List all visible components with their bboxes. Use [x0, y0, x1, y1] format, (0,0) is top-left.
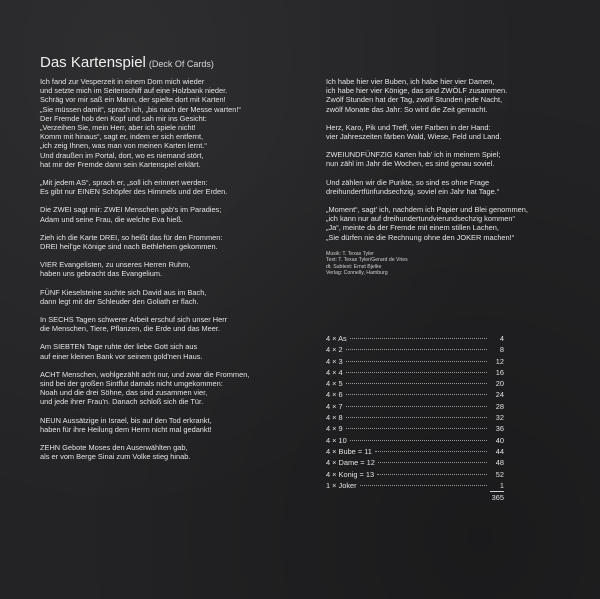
tally-row [326, 367, 504, 378]
lyric-line: und setzte mich im Seitenschiff auf eine Holzbank nieder. [40, 86, 228, 96]
tally-row [326, 469, 504, 480]
tally-row [326, 344, 504, 355]
left-stanza [40, 288, 308, 306]
tally-value: 52 [495, 469, 504, 479]
title-subtitle: (Deck Of Cards) [148, 59, 214, 69]
left-stanza [40, 77, 308, 169]
title-main: Das Kartenspiel [40, 54, 146, 71]
tally-value: 16 [495, 367, 504, 377]
tally-value: 24 [495, 390, 504, 400]
right-stanza [326, 77, 586, 114]
lyric-line: Herz, Karo, Pik und Treff, vier Farben in der Hand: [326, 122, 491, 132]
tally-value: 8 [499, 345, 504, 355]
left-stanza [40, 443, 308, 461]
dot-leader [377, 474, 487, 475]
left-stanza [40, 416, 308, 434]
tally-row [326, 389, 504, 400]
lyric-line: VIER Evangelisten, zu unseres Herren Ruhm, [40, 260, 191, 270]
lyric-line: Der Fremde hob den Kopf und sah mir ins Gesicht: [40, 113, 207, 123]
left-stanza [40, 205, 308, 223]
lyric-line: In SECHS Tagen schwerer Arbeit erschuf sich unser Herr [40, 315, 228, 325]
lyric-line: „ich kann nur auf dreihundertundvierundsechzig kommen“ [326, 214, 515, 224]
right-stanza [326, 123, 586, 141]
lyric-line: Es gibt nur EINEN Schöpfer des Himmels und der Erden. [40, 187, 228, 197]
credit-line: Text: T. Texas Tyler/Gerard de Vries [326, 257, 408, 264]
tally-value: 48 [495, 458, 504, 468]
lyric-line: als er vom Berge Sinai zum Volke stieg hinab. [40, 452, 191, 462]
tally-value: 44 [495, 446, 504, 456]
lyric-line: auf einer kleinen Bank vor seinem gold'nen Haus. [40, 351, 203, 361]
dot-leader [346, 383, 487, 384]
tally-row [326, 378, 504, 389]
left-stanza [40, 370, 308, 407]
left-stanza [40, 233, 308, 251]
lyric-line: haben für ihre Heilung dem Herrn nicht mal gedankt! [40, 424, 212, 434]
lyric-line: dreihundertfünfundsechzig, soviel ein Jahr hat Tage.“ [326, 186, 500, 196]
lyric-line: „Sie müssen damit“, sprach ich, „bis nach der Messe warten!“ [40, 104, 241, 114]
right-stanza [326, 150, 586, 168]
tally-value: 36 [495, 424, 504, 434]
tally-label: 4 × 3 [326, 356, 343, 366]
dot-leader [346, 406, 487, 407]
tally-label: 4 × 5 [326, 379, 343, 389]
credit-line: Musik: T. Texas Tyler [326, 250, 374, 257]
tally-value: 20 [495, 379, 504, 389]
lyric-line: Und zählen wir die Punkte, so sind es ohne Frage [326, 177, 490, 187]
lyric-line: FÜNF Kieselsteine suchte sich David aus im Bach, [40, 287, 207, 297]
tally-label: 4 × Dame = 12 [326, 458, 375, 468]
lyric-line: nun zähl im Jahr die Wochen, es sind genau soviel. [326, 159, 495, 169]
lyric-line: „Sie dürfen nie die Rechnung ohne den JOKER machen!“ [326, 232, 515, 242]
lyric-line: NEUN Aussätzige in Israel, bis auf den Tod erkrankt, [40, 415, 212, 425]
tally-total: 365 [491, 493, 504, 503]
tally-value: 4 [499, 334, 504, 343]
right-stanza [326, 178, 586, 196]
lyric-line: Ich fand zur Vesperzeit in einem Dom mich wieder [40, 77, 205, 86]
tally-row [326, 412, 504, 423]
tally-label: 4 × 4 [326, 367, 343, 377]
lyric-line: Ich habe hier vier Buben, ich habe hier vier Damen, [326, 77, 495, 86]
dot-leader [346, 361, 487, 362]
lyric-line: Komm mit hinaus“, sagt er, indem er sich entfernt, [40, 132, 204, 142]
dot-leader [346, 349, 487, 350]
lyric-line: Schräg vor mir saß ein Mann, der spielte dort mit Karten! [40, 95, 226, 105]
lyric-line: die Menschen, Tiere, Pflanzen, die Erde und das Meer. [40, 324, 220, 334]
lyric-line: ACHT Menschen, wohlgezählt acht nur, und zwar die Frommen, [40, 369, 250, 379]
tally-label: 1 × Joker [326, 480, 357, 490]
tally-row [326, 457, 504, 468]
tally-label: 4 × 9 [326, 424, 343, 434]
tally-row [326, 401, 504, 412]
card-points-tally [326, 333, 504, 504]
dot-leader [378, 462, 487, 463]
lyric-line: hat mir der Fremde dann sein Kartenspiel erklärt. [40, 159, 201, 169]
lyric-line: sind bei der großen Sintflut damals nicht umgekommen: [40, 379, 223, 389]
lyric-line: „ich zeig Ihnen, was man von meinen Karten lernt.“ [40, 141, 207, 151]
tally-row [326, 435, 504, 446]
lyric-line: Am SIEBTEN Tage ruhte der liebe Gott sich aus [40, 342, 198, 352]
tally-label: 4 × As [326, 334, 347, 343]
tally-label: 4 × 10 [326, 435, 347, 445]
tally-label: 4 × 7 [326, 401, 343, 411]
song-title [40, 54, 214, 71]
tally-label: 4 × 2 [326, 345, 343, 355]
dot-leader [360, 485, 487, 486]
lyric-line: „Moment“, sagt' ich, nachdem ich Papier und Blei genommen, [326, 205, 528, 215]
tally-value: 12 [495, 356, 504, 366]
lyric-line: ZWEIUNDFÜNFZIG Karten hab' ich in meinem Spiel; [326, 150, 501, 160]
tally-row [326, 423, 504, 434]
lyric-line: haben uns gebracht das Evangelium. [40, 269, 163, 279]
song-credits [326, 251, 586, 277]
lyric-line: DREI heil'ge Könige sind nach Bethlehem gekommen. [40, 242, 218, 252]
dot-leader [346, 394, 487, 395]
lyric-line: Die ZWEI sagt mir: ZWEI Menschen gab's im Paradies; [40, 205, 222, 215]
lyric-line: „Verzeihen Sie, mein Herr, aber ich spiele nicht! [40, 123, 196, 133]
tally-value: 28 [495, 401, 504, 411]
tally-row [326, 480, 504, 492]
right-stanza [326, 205, 586, 242]
dot-leader [346, 372, 487, 373]
tally-value: 32 [495, 413, 504, 423]
tally-label: 4 × Bube = 11 [326, 446, 372, 456]
lyrics-left-column [40, 77, 308, 471]
lyric-line: Noah und die drei Söhne, das sind zusammen vier, [40, 388, 208, 398]
left-stanza [40, 178, 308, 196]
lyric-line: Zieh ich die Karte DREI, so heißt das für den Frommen: [40, 232, 223, 242]
tally-label: 4 × 8 [326, 413, 343, 423]
tally-label: 4 × 6 [326, 390, 343, 400]
dot-leader [350, 440, 487, 441]
tally-value: 1 [490, 480, 504, 492]
lyric-line: „Ja“, meinte da der Fremde mit einem stillen Lachen, [326, 223, 499, 233]
credit-line: dt. Subtext: Ernst Bjelke [326, 263, 382, 270]
tally-row [326, 356, 504, 367]
lyric-line: ZEHN Gebote Moses den Auserwählten gab, [40, 443, 188, 453]
lyric-line: zwölf Monate das Jahr: So wird die Zeit gemacht. [326, 104, 488, 114]
left-stanza [40, 315, 308, 333]
lyric-line: und jede ihrer Frau'n. Danach schloß sich die Tür. [40, 397, 204, 407]
credit-line: Verlag: Connelly, Hamburg [326, 270, 388, 277]
lyric-line: ich habe hier vier Könige, das sind ZWÖLF zusammen. [326, 86, 508, 96]
left-stanza [40, 260, 308, 278]
lyric-line: dann legt mit der Schleuder den Goliath er flach. [40, 296, 199, 306]
dot-leader [350, 338, 487, 339]
lyric-line: vier Jahreszeiten färben Wald, Wiese, Feld und Land. [326, 132, 502, 142]
lyric-line: Zwölf Stunden hat der Tag, zwölf Stunden jede Nacht, [326, 95, 503, 105]
dot-leader [346, 417, 487, 418]
tally-row [326, 446, 504, 457]
dot-leader [346, 428, 487, 429]
tally-row [326, 333, 504, 344]
lyric-line: Und draußen im Portal, dort, wo es niemand stört, [40, 150, 204, 160]
lyric-line: „Mit jedem AS“, sprach er, „soll ich erinnert werden: [40, 178, 208, 188]
lyrics-right-column [326, 77, 586, 276]
dot-leader [375, 451, 487, 452]
left-stanza [40, 342, 308, 360]
lyric-line: Adam und seine Frau, die welche Eva hieß. [40, 214, 183, 224]
tally-value: 40 [495, 435, 504, 445]
tally-label: 4 × Konig = 13 [326, 469, 375, 479]
